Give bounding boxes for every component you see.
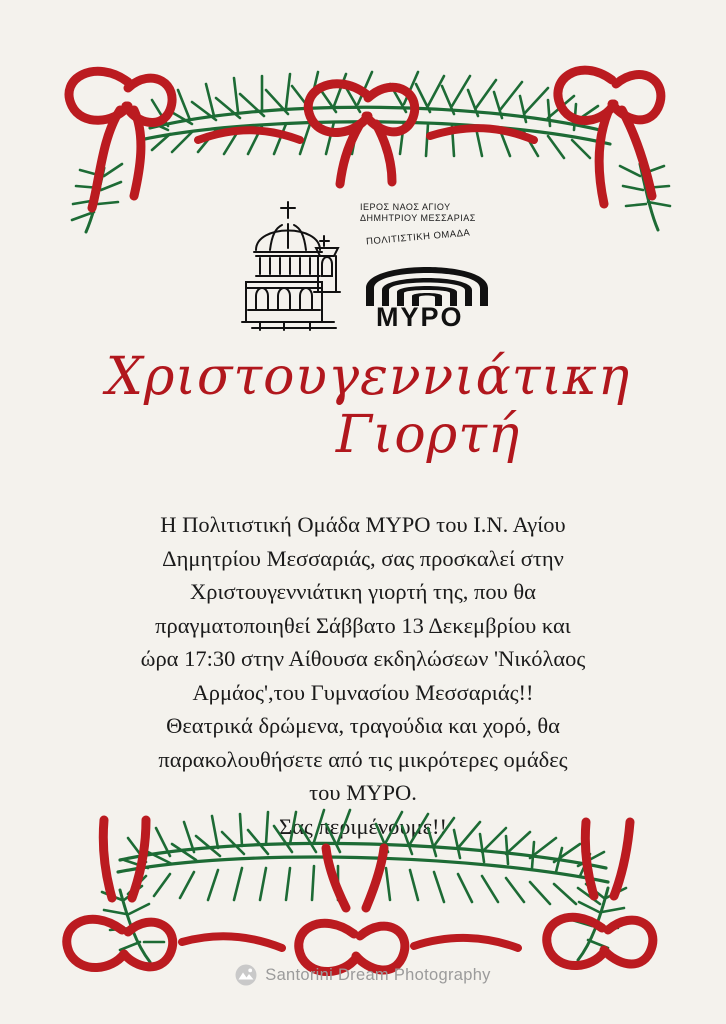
body-line-10: Σας περιμένουμε!! xyxy=(278,813,448,839)
mountain-photo-icon xyxy=(235,964,257,986)
logo-group-name: ΜΥΡΟ xyxy=(376,302,464,332)
poster-title-line2: Γιορτή xyxy=(335,405,521,465)
logo-group-line: ΠΟΛΙΤΙΣΤΙΚΗ ΟΜΑΔΑ xyxy=(365,227,471,248)
logo-church-line1: ΙΕΡΟΣ ΝΑΟΣ ΑΓΙΟΥ xyxy=(360,202,451,212)
poster-title xyxy=(0,348,726,464)
body-line-5: ώρα 17:30 στην Αίθουσα εκδηλώσεων 'Νικόλαος xyxy=(140,646,586,671)
body-line-8: παρακολουθήσετε από τις μικρότερες ομάδες xyxy=(158,746,568,772)
body-line-1: Η Πολιτιστική Ομάδα ΜΥΡΟ του Ι.Ν. Αγίου xyxy=(160,512,566,537)
poster-body-text xyxy=(86,508,640,843)
photography-watermark xyxy=(0,964,726,986)
poster-title-line1: Χριστουγεννιάτικη xyxy=(105,347,631,407)
body-line-4: πραγματοποιηθεί Σάββατο 13 Δεκεμβρίου και xyxy=(155,612,571,638)
orthodox-church-icon xyxy=(226,196,356,341)
arch-logo-mark xyxy=(360,248,500,308)
body-line-3: Χριστουγεννιάτικη γιορτή της, που θα xyxy=(190,579,536,604)
body-line-9: του ΜΥΡΟ. xyxy=(309,780,417,805)
body-line-2: Δημητρίου Μεσσαριάς, σας προσκαλεί στην xyxy=(162,545,564,571)
logo-church-line2: ΔΗΜΗΤΡΙΟΥ ΜΕΣΣΑΡΙΑΣ xyxy=(360,213,476,223)
body-line-7: Θεατρικά δρώμενα, τραγούδια και χορό, θα xyxy=(166,713,560,738)
watermark-label: Santorini Dream Photography xyxy=(265,965,491,984)
organization-logo xyxy=(0,196,726,341)
body-line-6: Αρμάος',του Γυμνασίου Μεσσαριάς!! xyxy=(192,679,534,705)
